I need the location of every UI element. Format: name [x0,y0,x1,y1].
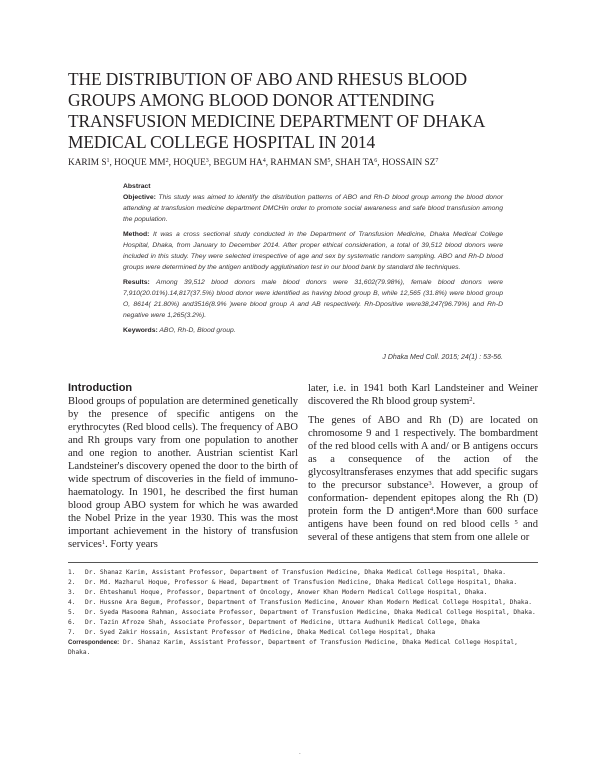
author: RAHMAN SM [270,158,328,168]
body-paragraph: later, i.e. in 1941 both Karl Landsteiner and Weiner discovered the Rh blood group system$^2$. [308,383,538,407]
page-mark: . [299,748,301,756]
author: HOSSAIN SZ [381,158,436,168]
affiliation-item: 2. Dr. Md. Mazharul Hoque, Professor & Head, Department of Transfusion Medicine, Dhaka Medical College Hospital, Dhaka. [68,579,518,586]
affiliation-item: 5. Dr. Syeda Masooma Rahman, Associate Professor, Department of Transfusion Medicine, Dhaka Medical College Hospital, Dhaka. [68,609,536,616]
author: SHAH TA [335,158,375,168]
footnote-divider [68,562,538,563]
abstract-results: Results: Among 39,512 blood donors male blood donors were 31,602(79.98%), female blood donors were 7,910(20.01%).14,817(37.5%) blood donor were identified as having blood group B, while 12,565 (31.8%) were blood group O, 8614( 21.80%) and3516(8.9% )were blood group A and AB respectively. Rh-Dpositive were38,247(96.79%) and Rh-D negative were 1,265(3.2%). [123,279,504,319]
affiliation-item: 7. Dr. Syed Zakir Hossain, Assistant Professor of Medicine, Dhaka Medical College Hospital, Dhaka [68,629,436,636]
abstract-method: Method: It was a cross sectional study conducted in the Department of Transfusion Medicine, Dhaka Medical College Hospital, Dhaka, from January to December 2014. After proper ethical consideration, a total of 39,512 blood donors were included in this study. They were selected irrespective of age and sex by systematic random sampling. ABO and Rh-D blood groups were determined by the antigen antibody agglutination test in our blood bank by standard tile techniques. [123,231,504,271]
abstract-keywords: Keywords: ABO, Rh-D, Blood group. [123,327,236,334]
affiliation-item: 6. Dr. Tazin Afroze Shah, Associate Professor, Department of Medicine, Uttara Audhunik Medical College, Dhaka [68,619,480,626]
abstract-objective: Objective: This study was aimed to identify the distribution patterns of ABO and Rh-D blood group among the blood donor attending at transfusion medicine department DMCHin order to promote social awareness and safe blood transfusion among the population. [123,194,504,223]
body-paragraph: Blood groups of population are determined genetically by the presence of specific antigens on the erythrocytes (Red blood cells). The frequency of ABO and Rh groups vary from one population to another and one region to another. Austrian scientist Karl Landsteiner's discovery opened the door to the birth of wide spectrum of discoveries in the field of immuno-haematology. In 1901, he described the first human blood group ABO system for which he was awarded the Nobel Prize in the year 1930. This was the most important achievement in the history of transfusion services$^1$. Forty years [68,396,298,550]
body-paragraph: The genes of ABO and Rh (D) are located on chromosome 9 and 1 respectively. The bombardment of the red blood cells with A and/ or B antigens occurs as a consequence of the action of the glycosyltransferases enzymes that add specific sugars to the precursor substance$^3$. However, a group of conformation- dependent epitopes along the Rh (D) protein form the D antigen$^4$.More than 600 surface antigens have been found on red blood cells $^5$ and several of these antigens that stem from one allele or [308,415,539,543]
article-title: THE DISTRIBUTION OF ABO AND RHESUS BLOOD GROUPS AMONG BLOOD DONOR ATTENDING TRANSFUSION MEDICINE DEPARTMENT OF DHAKA MEDICAL COLLEGE HOSPITAL IN 2014 [68,69,485,152]
body-column-right [308,382,538,550]
journal-citation: J Dhaka Med Coll. 2015; 24(1) : 53-56. [382,354,503,361]
abstract [123,182,503,340]
author: HOQUE MM [114,158,166,168]
affiliations [68,568,538,658]
author-list: KARIM $S^1$, HOQUE $MM^2$, HOQUE$^3$, BEGUM $HA^4$, RAHMAN $SM^5$, SHAH $TA^6$, HOSSAIN $SZ^7$ [68,158,439,168]
abstract-heading: Abstract [123,183,151,190]
affiliation-item: 4. Dr. Hussne Ara Begum, Professor, Department of Transfusion Medicine, Anower Khan Modern Medical College Hospital, Dhaka. [68,599,533,606]
author: KARIM S [68,158,107,168]
affiliation-item: 3. Dr. Ehteshamul Hoque, Professor, Department of Oncology, Anower Khan Modern Medical College Hospital, Dhaka. [68,589,488,596]
body-column-left [68,382,298,557]
author: HOQUE [173,158,206,168]
correspondence: Correspondence: Dr. Shanaz Karim, Assistant Professor, Department of Transfusion Medicine, Dhaka Medical College Hospital, Dhaka. [68,639,518,656]
section-heading-introduction: Introduction [68,382,133,394]
affiliation-item: 1. Dr. Shanaz Karim, Assistant Professor, Department of Transfusion Medicine, Dhaka Medical College Hospital, Dhaka. [68,569,506,576]
author: BEGUM HA [213,158,263,168]
